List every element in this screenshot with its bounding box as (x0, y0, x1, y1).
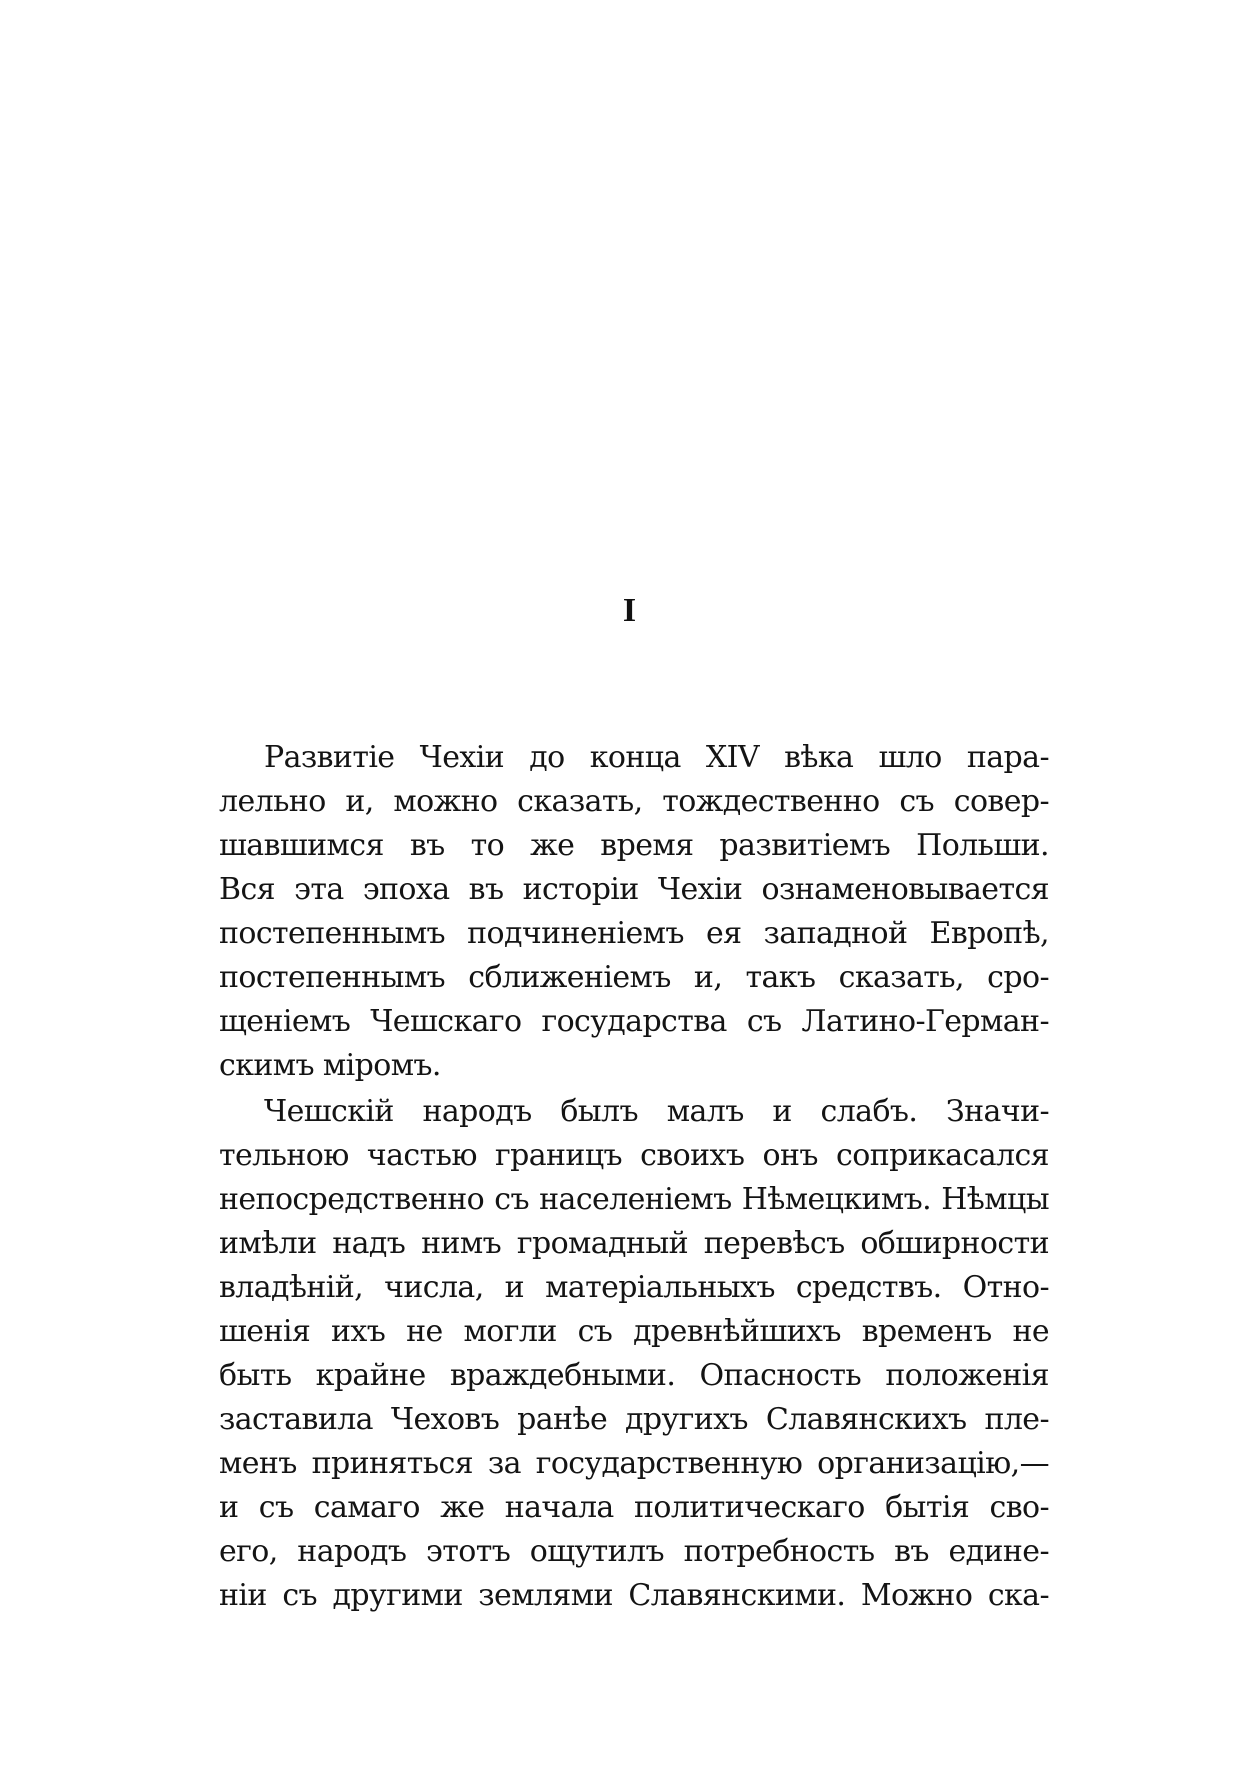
paragraph-2 (219, 1090, 1049, 1618)
text-line: постепеннымъ подчиненіемъ ея западной Европѣ, (219, 916, 1049, 951)
text-line: щеніемъ Чешскаго государства съ Латино-Герман- (219, 1004, 1049, 1039)
text-line: владѣній, числа, и матеріальныхъ средствъ. Отно- (219, 1270, 1049, 1305)
text-line: быть крайне враждебными. Опасность положенія (219, 1358, 1049, 1393)
text-line: менъ приняться за государственную организацію,— (219, 1446, 1049, 1481)
text-line: заставила Чеховъ ранѣе другихъ Славянскихъ пле- (219, 1402, 1049, 1437)
paragraph-1 (219, 736, 1049, 1088)
chapter-number: I (622, 592, 637, 629)
text-line: Вся эта эпоха въ исторіи Чехіи ознаменовывается (219, 872, 1049, 907)
text-line: лельно и, можно сказать, тождественно съ совер- (219, 784, 1049, 819)
text-line: Чешскій народъ былъ малъ и слабъ. Значи- (264, 1094, 1049, 1129)
text-line: тельною частью границъ своихъ онъ соприкасался (219, 1138, 1049, 1173)
text-line: его, народъ этотъ ощутилъ потребность въ едине- (219, 1534, 1049, 1569)
body-text (219, 736, 1049, 1618)
text-line: ніи съ другими землями Славянскими. Можно ска- (219, 1578, 1049, 1613)
text-line: и съ самаго же начала политическаго бытія сво- (219, 1490, 1049, 1525)
text-line: шавшимся въ то же время развитіемъ Польши. (219, 828, 1049, 863)
text-line: шенія ихъ не могли съ древнѣйшихъ временъ не (219, 1314, 1049, 1349)
text-line: Развитіе Чехіи до конца XIV вѣка шло пара- (264, 740, 1049, 775)
text-line: скимъ міромъ. (219, 1048, 441, 1083)
text-line: постепеннымъ сближеніемъ и, такъ сказать, сро- (219, 960, 1049, 995)
text-line: имѣли надъ нимъ громадный перевѣсъ обширности (219, 1226, 1049, 1261)
text-line: непосредственно съ населеніемъ Нѣмецкимъ. Нѣмцы (219, 1182, 1049, 1217)
